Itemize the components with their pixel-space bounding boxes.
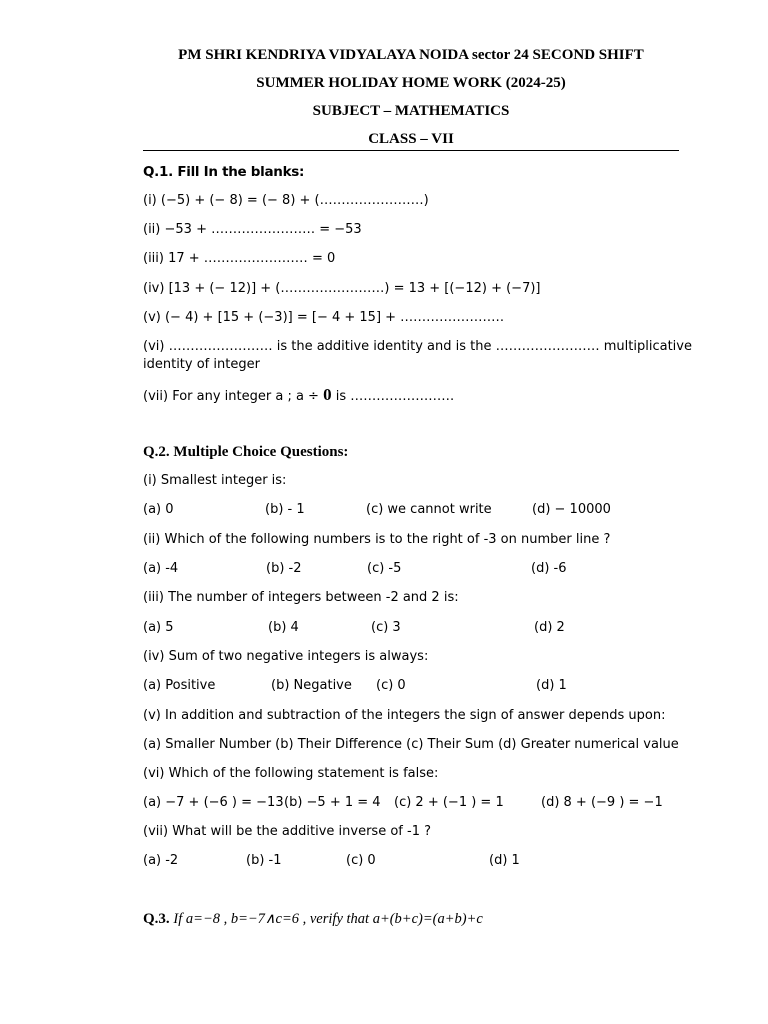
q1-item-continuation: identity of integer [143,357,260,372]
homework-title: SUMMER HOLIDAY HOME WORK (2024-25) [256,75,566,91]
q1-item: (i) (−5) + (− 8) = (− 8) + (……………………) [143,193,429,208]
mcq-question: (vi) Which of the following statement is false: [143,766,439,781]
mcq-option: (d) -6 [531,561,567,576]
q1-item7-suffix: is …………………… [331,389,455,404]
mcq-option: (d) 1 [536,678,567,693]
mcq-option: (a) Smaller Number (b) Their Difference (c) Their Sum (d) Greater numerical value [143,737,679,752]
mcq-option: (b) -1 [246,853,282,868]
mcq-option: (d) − 10000 [532,502,611,517]
q1-item7-prefix: (vii) For any integer a ; a ÷ [143,389,324,404]
mcq-option: (b) Negative [271,678,352,693]
q1-item7-zero: 0 [323,385,332,404]
q1-item: (v) (− 4) + [15 + (−3)] = [− 4 + 15] + …………………… [143,310,505,325]
q1-item: (vi) …………………… is the additive identity and is the …………………… multiplicative [143,339,692,354]
mcq-option: (c) 0 [376,678,406,693]
mcq-question: (ii) Which of the following numbers is to the right of -3 on number line ? [143,532,611,547]
subject-title: SUBJECT – MATHEMATICS [312,103,510,119]
mcq-option: (a) Positive [143,678,216,693]
mcq-option: (a) −7 + (−6 ) = −13 [143,795,284,810]
mcq-option: (d) 2 [534,620,565,635]
mcq-option: (b) −5 + 1 = 4 [284,795,381,810]
mcq-option: (c) -5 [367,561,402,576]
mcq-option: (c) 3 [371,620,401,635]
header-divider [143,150,679,151]
mcq-option: (a) 0 [143,502,174,517]
mcq-option: (b) -2 [266,561,302,576]
mcq-option: (b) 4 [268,620,299,635]
mcq-option: (c) we cannot write [366,502,492,517]
mcq-option: (b) - 1 [265,502,305,517]
q1-item: (ii) −53 + …………………… = −53 [143,222,362,237]
q3-expression: If a=−8 , b=−7∧c=6 , verify that a+(b+c)=(a+b)+c [173,911,483,927]
q3-line [143,910,483,928]
mcq-option: (c) 0 [346,853,376,868]
mcq-question: (iv) Sum of two negative integers is always: [143,649,429,664]
mcq-question: (iii) The number of integers between -2 and 2 is: [143,590,459,605]
mcq-option: (d) 8 + (−9 ) = −1 [541,795,663,810]
mcq-option: (d) 1 [489,853,520,868]
q1-item [143,386,454,406]
mcq-option: (a) -2 [143,853,179,868]
mcq-question: (i) Smallest integer is: [143,473,287,488]
q1-item: (iv) [13 + (− 12)] + (……………………) = 13 + [(−12) + (−7)] [143,281,541,296]
school-name: PM SHRI KENDRIYA VIDYALAYA NOIDA sector 24 SECOND SHIFT [178,47,644,63]
mcq-option: (c) 2 + (−1 ) = 1 [394,795,504,810]
mcq-question: (v) In addition and subtraction of the integers the sign of answer depends upon: [143,708,666,723]
mcq-option: (a) 5 [143,620,174,635]
mcq-option: (a) -4 [143,561,179,576]
q1-heading: Q.1. Fill In the blanks: [143,164,305,180]
q2-heading: Q.2. Multiple Choice Questions: [143,444,349,460]
q1-item: (iii) 17 + …………………… = 0 [143,251,336,266]
q3-label: Q.3. [143,911,174,927]
mcq-question: (vii) What will be the additive inverse of -1 ? [143,824,431,839]
class-title: CLASS – VII [368,131,454,147]
